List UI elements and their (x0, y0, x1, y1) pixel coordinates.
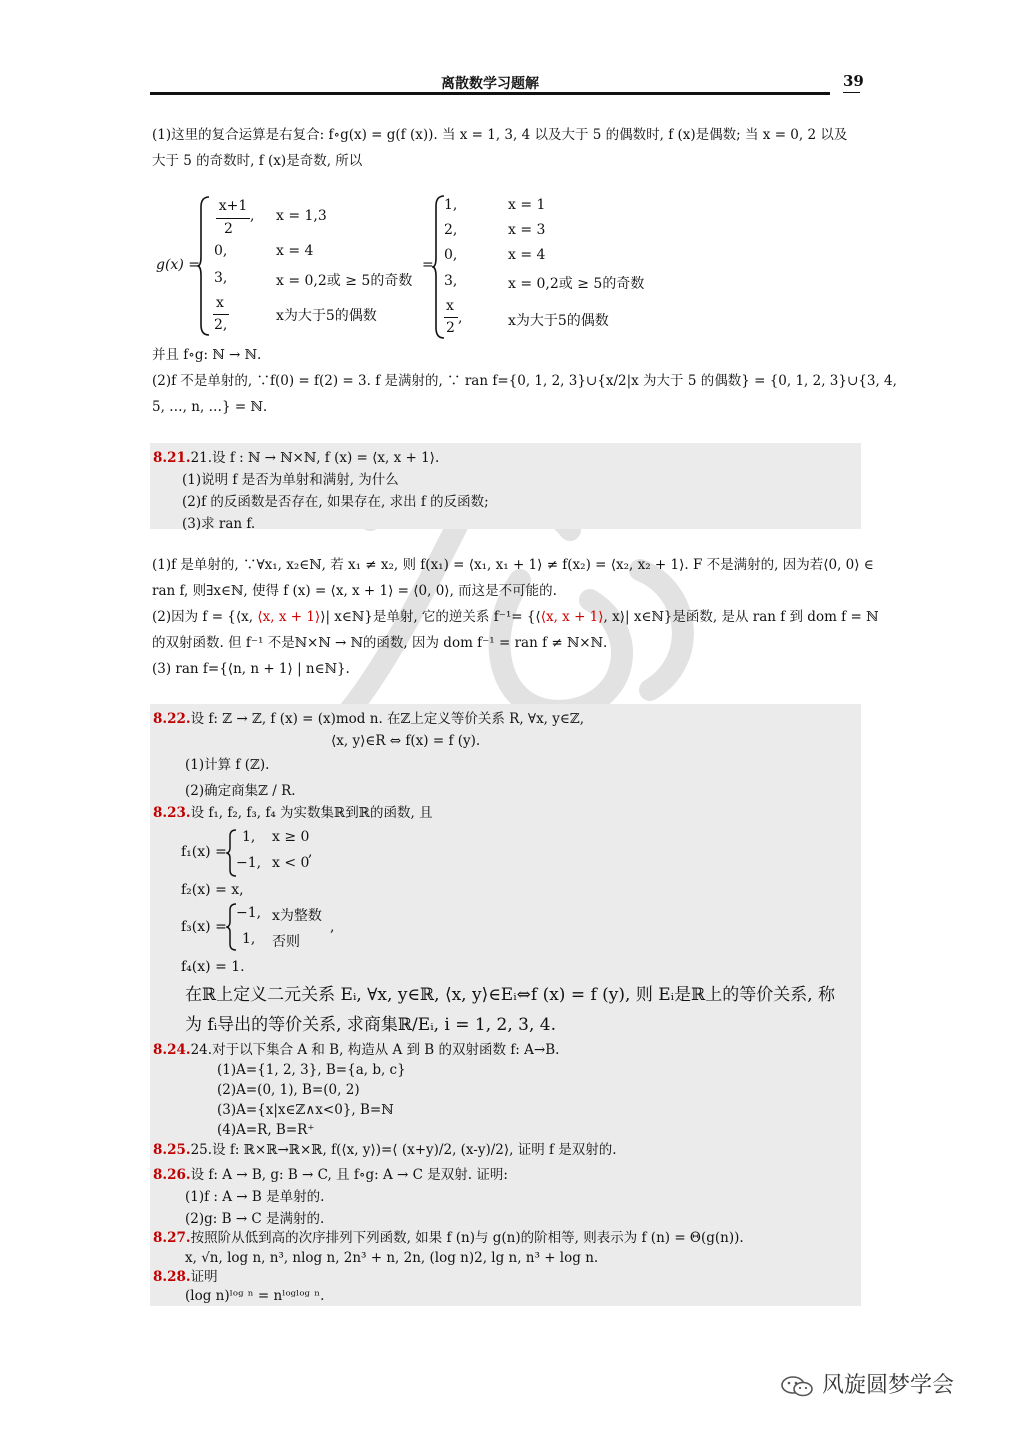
left-brace (197, 195, 211, 337)
f3-case-cond: x为整数 (272, 908, 322, 924)
left-case-1-den: 2 (224, 221, 233, 237)
question-id: 8.21. (153, 450, 191, 466)
footer-brand (780, 1368, 954, 1399)
formula: (log n)ˡᵒᵍ ⁿ = nˡᵒᵍˡᵒᵍ ⁿ. (185, 1288, 325, 1304)
right-case-2-cond: x = 3 (508, 222, 546, 238)
question-text: 21.设 f : ℕ → ℕ×ℕ, f (x) = ⟨x, x + 1⟩. (190, 450, 440, 466)
page-number-underline (843, 92, 860, 93)
left-case-3-val: 3, (214, 270, 228, 286)
question-line: 在ℝ上定义二元关系 Eᵢ, ∀x, y∈ℝ, ⟨x, y⟩∈Eᵢ⇔f (x) = f (y), 则 Eᵢ是ℝ上的等价关系, 称 (185, 985, 836, 1005)
right-case-3-val: 0, (444, 247, 458, 263)
question-line (153, 1040, 858, 1060)
f1-lhs: f₁(x) = (181, 844, 227, 860)
footer-text: 风旋圆梦学会 (822, 1373, 955, 1398)
question-line (153, 802, 858, 824)
question-item: (1)说明 f 是否为单射和满射, 为什么 (182, 472, 399, 488)
answer-20-line: (1)这里的复合运算是右复合: f∘g(x) = g(f (x)). 当 x = 1, 3, 4 以及大于 5 的偶数时, f (x)是偶数; 当 x = 0, 2 以及 (152, 127, 848, 143)
question-item: (2)g: B → C 是满射的. (185, 1211, 325, 1227)
f1-case-cond: x < 0 (272, 855, 310, 871)
running-header-title: 离散数学习题解 (441, 76, 539, 92)
question-text: 设 f: A → B, g: B → C, 且 f∘g: A → C 是双射. 证明: (190, 1167, 508, 1183)
page-number: 39 (843, 72, 864, 90)
equals-sign: = (422, 257, 434, 273)
text-run: (2)因为 f = {⟨x, (152, 609, 258, 625)
f1-case-val: 1, (242, 829, 256, 845)
left-case-4-cond: x为大于5的偶数 (276, 308, 377, 324)
question-text: 设 f₁, f₂, f₃, f₄ 为实数集ℝ到ℝ的函数, 且 (190, 805, 433, 821)
question-line (153, 1268, 858, 1287)
text-run: , x⟩| x∈ℕ}是函数, 是从 ran f 到 dom f = ℕ (603, 609, 879, 625)
left-case-4-num: x (216, 295, 224, 311)
question-line (153, 1228, 858, 1248)
f4-definition: f₄(x) = 1. (181, 959, 245, 975)
answer-20-line: 并且 f∘g: ℕ → ℕ. (152, 347, 262, 363)
question-line (150, 443, 861, 469)
right-case-5-suffix: , (458, 310, 463, 326)
question-item: (1)计算 f (ℤ). (185, 757, 270, 773)
f3-suffix: , (330, 919, 335, 935)
answer-21-line: 的双射函数. 但 f⁻¹ 不是ℕ×ℕ → ℕ的函数, 因为 dom f⁻¹ = ran f ≠ ℕ×ℕ. (152, 635, 608, 651)
f3-lhs: f₃(x) = (181, 919, 227, 935)
question-8-22 (153, 708, 858, 802)
fraction-bar (216, 218, 250, 219)
question-8-25 (153, 1139, 617, 1161)
question-8-27 (153, 1228, 858, 1268)
left-case-2-cond: x = 4 (276, 243, 314, 259)
answer-21 (152, 552, 879, 682)
question-item: (2)确定商集ℤ / R. (185, 783, 296, 799)
question-text: 按照阶从低到高的次序排列下列函数, 如果 f (n)与 g(n)的阶相等, 则表示为 f (n) = Θ(g(n)). (190, 1230, 744, 1246)
question-line (153, 708, 858, 730)
question-text: 证明 (190, 1269, 218, 1285)
right-case-1-cond: x = 1 (508, 197, 546, 213)
fraction-bar (444, 317, 458, 318)
question-item: (3)A={x|x∈ℤ∧x<0}, B=ℕ (217, 1102, 394, 1118)
f1-case-cond: x ≥ 0 (272, 829, 310, 845)
right-brace (432, 194, 446, 340)
right-case-5-cond: x为大于5的偶数 (508, 313, 609, 329)
answer-20-line: 5, …, n, …} = ℕ. (152, 399, 268, 415)
question-id: 8.28. (153, 1269, 191, 1285)
fraction-bar (213, 314, 229, 315)
left-case-1-suffix: , (250, 208, 255, 224)
right-case-4-val: 3, (444, 273, 458, 289)
left-case-1-num: x+1 (218, 198, 248, 214)
answer-21-line: (1)f 是单射的, ∵∀x₁, x₂∈ℕ, 若 x₁ ≠ x₂, 则 f(x₁) = ⟨x₁, x₁ + 1⟩ ≠ f(x₂) = ⟨x₂, x₂ + 1⟩. F 不是满射的, 因为若⟨0, 0⟩ ∈ (152, 557, 874, 573)
question-8-28 (153, 1268, 858, 1306)
question-item: (1)f : A → B 是单射的. (185, 1189, 325, 1205)
question-8-24 (153, 1040, 858, 1140)
g-lhs: g(x) = (156, 257, 200, 273)
text-run: ⟩| x∈ℕ}是单射, 它的逆关系 f⁻¹= {⟨ (320, 609, 541, 625)
question-8-23 (153, 802, 858, 824)
question-item: (3)求 ran f. (182, 516, 256, 532)
f3-case-val: −1, (236, 905, 262, 921)
question-id: 8.25. (153, 1142, 191, 1158)
function-list: x, √n, log n, n³, nlog n, 2n³ + n, 2n, (log n)2, lg n, n³ + log n. (185, 1250, 599, 1266)
highlighted-pair: ⟨x, x + 1⟩ (540, 609, 604, 625)
question-item: (2)f 的反函数是否存在, 如果存在, 求出 f 的反函数; (182, 494, 489, 510)
answer-20-intro (152, 122, 862, 174)
questions-8-22-to-8-28 (150, 704, 861, 1306)
right-case-3-cond: x = 4 (508, 247, 546, 263)
question-item: (2)A=(0, 1), B=(0, 2) (217, 1082, 360, 1098)
f3-case-val: 1, (242, 931, 256, 947)
answer-20-line: 大于 5 的奇数时, f (x)是奇数, 所以 (152, 153, 363, 169)
question-line (153, 1164, 858, 1186)
f3-case-cond: 否则 (272, 934, 300, 950)
question-8-21 (150, 443, 861, 532)
answer-20-conclusion (152, 342, 897, 420)
f1-case-val: −1, (236, 855, 262, 871)
left-case-1-cond: x = 1,3 (276, 208, 327, 224)
question-text: 24.对于以下集合 A 和 B, 构造从 A 到 B 的双射函数 f: A→B. (190, 1042, 560, 1058)
question-item: (1)A={1, 2, 3}, B={a, b, c} (217, 1062, 406, 1078)
left-case-2-val: 0, (214, 243, 228, 259)
highlighted-pair: ⟨x, x + 1⟩ (257, 609, 321, 625)
question-text: 设 f: ℤ → ℤ, f (x) = (x)mod n. 在ℤ上定义等价关系 R, ∀x, y∈ℤ, (190, 711, 585, 727)
right-case-2-val: 2, (444, 222, 458, 238)
question-id: 8.23. (153, 805, 191, 821)
f2-definition: f₂(x) = x, (181, 882, 244, 898)
question-item: (4)A=R, B=R⁺ (217, 1122, 315, 1138)
relation-definition: ⟨x, y⟩∈R ⇔ f(x) = f (y). (331, 733, 481, 749)
right-case-1-val: 1, (444, 197, 458, 213)
header-rule (150, 92, 830, 95)
right-case-4-cond: x = 0,2或 ≥ 5的奇数 (508, 276, 645, 292)
question-id: 8.24. (153, 1042, 191, 1058)
question-id: 8.22. (153, 711, 191, 727)
question-text: 25.设 f: ℝ×ℝ→ℝ×ℝ, f(⟨x, y⟩)=⟨ (x+y)/2, (x-y)/2⟩, 证明 f 是双射的. (190, 1142, 617, 1158)
right-case-5-den: 2 (446, 320, 455, 336)
answer-21-line: ran f, 则∃x∈ℕ, 使得 f (x) = ⟨x, x + 1⟩ = ⟨0, 0⟩, 而这是不可能的. (152, 583, 557, 599)
wechat-icon (780, 1375, 814, 1397)
left-case-4-den: 2, (214, 317, 228, 333)
right-case-5-num: x (446, 298, 454, 314)
answer-20-line: (2)f 不是单射的, ∵f(0) = f(2) = 3. f 是满射的, ∵ ran f={0, 1, 2, 3}∪{x/2|x 为大于 5 的偶数} = {0, 1, 2, 3}∪{3, 4, (152, 373, 897, 389)
answer-21-line (152, 604, 879, 630)
question-id: 8.27. (153, 1230, 191, 1246)
f1-suffix: , (308, 844, 313, 860)
left-case-3-cond: x = 0,2或 ≥ 5的奇数 (276, 273, 413, 289)
answer-21-line: (3) ran f={⟨n, n + 1⟩ | n∈ℕ}. (152, 661, 350, 677)
question-id: 8.26. (153, 1167, 191, 1183)
question-8-26 (153, 1164, 858, 1230)
question-line: 为 fᵢ导出的等价关系, 求商集ℝ/Eᵢ, i = 1, 2, 3, 4. (185, 1015, 556, 1035)
